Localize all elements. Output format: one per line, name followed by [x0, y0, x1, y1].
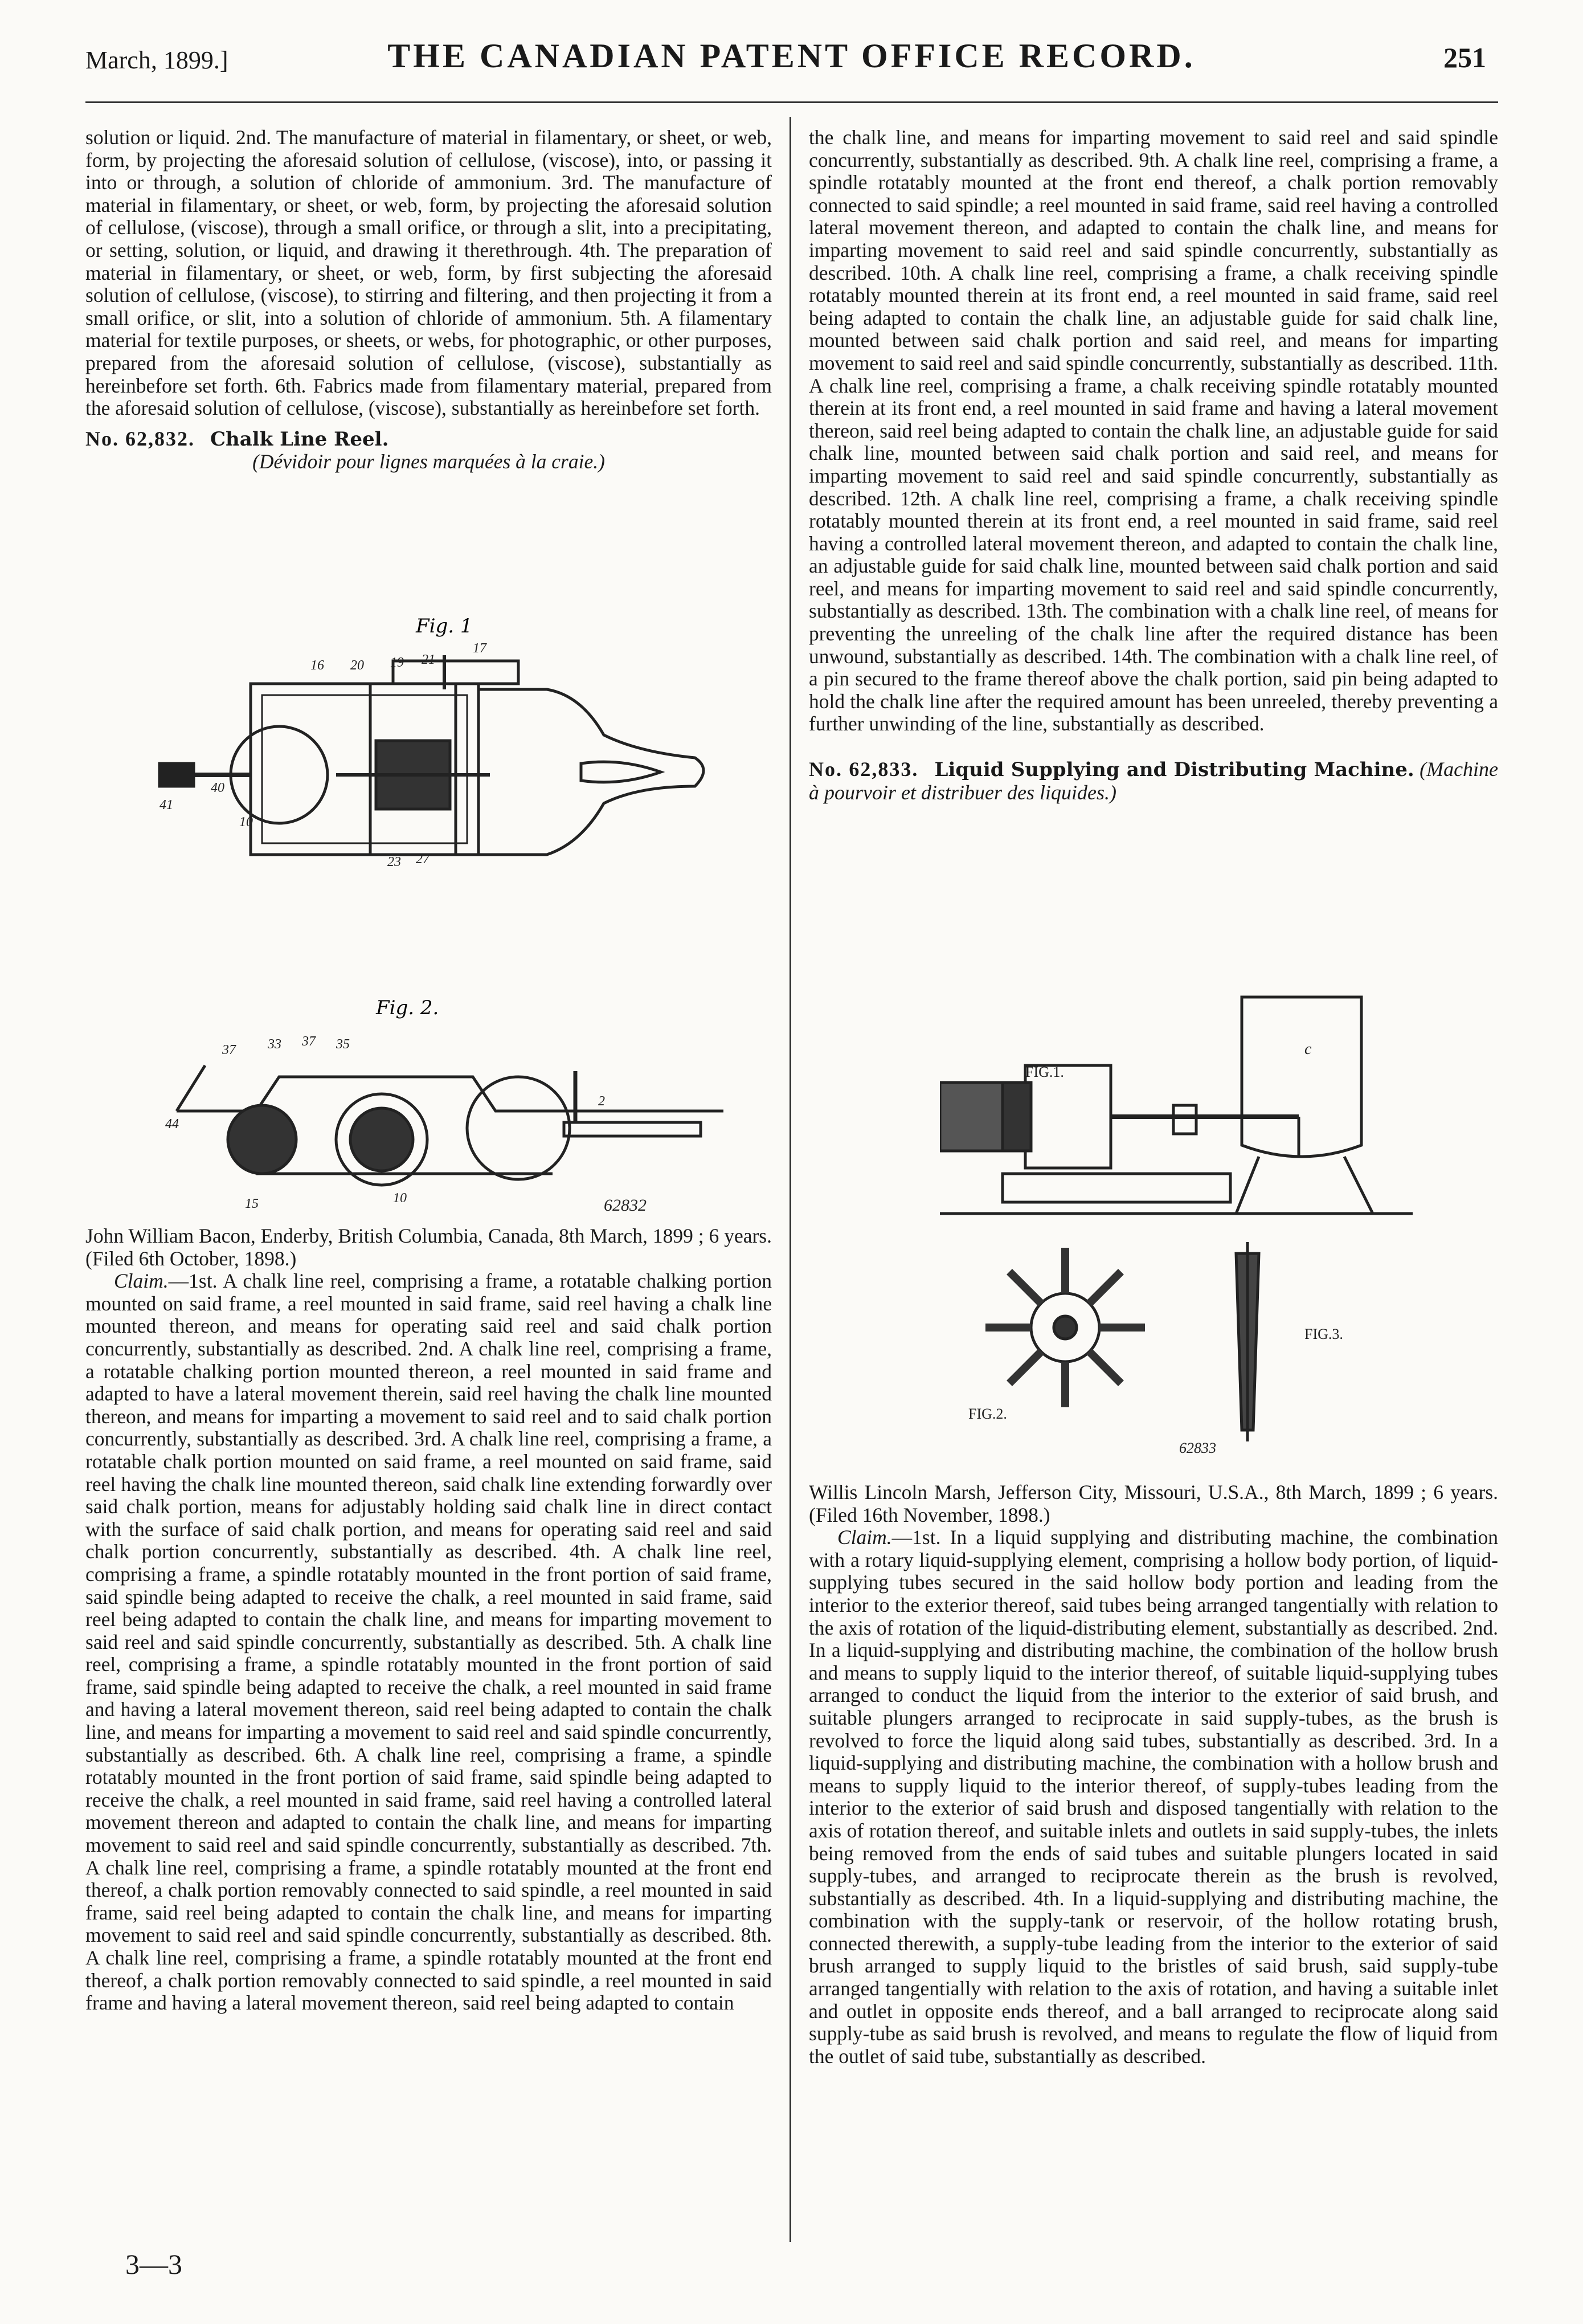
liquid-machine-figures — [940, 986, 1481, 1459]
patent-inventor-62832: John William Bacon, Enderby, British Columbia, Canada, 8th March, 1899 ; 6 years. (Filed 6th October, 1898.) — [85, 1224, 772, 1270]
journal-title: THE CANADIAN PATENT OFFICE RECORD. — [387, 37, 1196, 75]
column-divider — [790, 117, 791, 2242]
chalk-reel-figure-2 — [154, 991, 746, 1219]
right-column-bottom — [809, 1481, 1498, 2068]
fig1-label: FIG.1. — [1025, 1064, 1064, 1080]
svg-text:c: c — [1304, 1040, 1312, 1058]
svg-text:16: 16 — [310, 658, 324, 673]
patent-heading-62833 — [809, 758, 1498, 804]
patent-french-title: (Dévidoir pour lignes marquées à la craie.) — [252, 450, 605, 473]
header-rule — [85, 101, 1498, 103]
patent-number: No. 62,832. — [85, 427, 195, 450]
fig-number-62833: 62833 — [1179, 1440, 1216, 1456]
svg-text:23: 23 — [387, 855, 401, 869]
svg-text:41: 41 — [159, 798, 173, 812]
svg-text:21: 21 — [422, 652, 435, 667]
svg-text:37: 37 — [302, 1034, 316, 1049]
svg-text:10: 10 — [239, 815, 253, 830]
patent-claims-62832: Claim.—1st. A chalk line reel, comprising a frame, a rotatable chalking portion mounted on said frame, a reel mounted in said frame, said reel having a chalk line mounted thereon, and means for operating said reel and said chalk portion concurrently, substantially as described. 2nd. A chalk line reel, comprising a frame, a rotatable chalking portion mounted thereon, a reel mounted in said frame and adapted to have a lateral movement therein, said reel having the chalk line mounted thereon, and means for imparting a movement to said reel and to said chalk portion concurrently, substantially as described. 3rd. A chalk line reel, comprising a frame, a rotatable chalk portion mounted on said frame, a reel mounted on said frame, said reel having the chalk line mounted thereon, said chalk line extending forwardly over said chalk portion, means for adjustably holding said chalk line in direct contact with the surface of said chalk portion, and means for operating said reel and said chalk portion concurrently, substantially as described. 4th. A chalk line reel, comprising a frame, a spindle rotatably mounted in the front portion of said frame, said spindle being adapted to receive the chalk, a reel mounted in said frame, said reel being adapted to contain the chalk line, and means for imparting movement to said reel and said spindle concurrently, substantially as described. 5th. A chalk line reel, comprising a frame, a spindle rotatably mounted in the front portion of said frame, said spindle being adapted to receive the chalk, a reel mounted in said frame and having a lateral movement thereon, said reel being adapted to contain the chalk line, and means for imparting a movement to said reel and said spindle concurrently, substantially as described. 6th. A chalk line reel, comprising a frame, a spindle rotatably mounted in the front portion of said frame, said spindle being adapted to receive the chalk, a reel mounted in said frame, said reel having a controlled lateral movement thereon and adapted to contain the chalk line, and means for imparting movement to said reel and said spindle concurrently, substantially as described. 7th. A chalk line reel, comprising a frame, a spindle rotatably mounted at the front end thereof, a chalk portion removably connected to said spindle, a reel mounted in said frame, said reel being adapted to contain the chalk line, and means for imparting movement to said reel and said spindle concurrently, substantially as described. 8th. A chalk line reel, comprising a frame, a spindle rotatably mounted at the front end thereof, a chalk portion removably connected to said spindle, a reel mounted in said frame and having a lateral movement thereon, said reel being adapted to contain — [85, 1269, 772, 2015]
svg-text:40: 40 — [211, 781, 224, 795]
svg-text:17: 17 — [473, 641, 486, 656]
svg-text:35: 35 — [336, 1037, 350, 1052]
patent-number: No. 62,833. — [809, 758, 919, 781]
patent-claims-62832-continued: the chalk line, and means for imparting movement to said reel and said spindle concurrently, substantially as described. 9th. A chalk line reel, comprising a frame, a spindle rotatably mounted at the front end thereof, a chalk portion removably connected to said spindle; a reel mounted in said frame, said reel having a controlled lateral movement thereon, and adapted to contain the chalk line, and means for imparting movement to said reel and said spindle concurrently, substantially as described. 10th. A chalk line reel, comprising a frame, a chalk receiving spindle rotatably mounted therein at its front end, a reel mounted in said frame, said reel being adapted to contain the chalk line, an adjustable guide for said chalk line, mounted between said chalk portion and said reel, and means for imparting movement to said reel and said spindle concurrently, substantially as described. 11th. A chalk line reel, comprising a frame, a chalk receiving spindle rotatably mounted therein at its front end, a reel mounted in said frame and having a lateral movement thereon, said reel being adapted to contain the chalk line, an adjustable guide for said chalk line, mounted between said chalk portion and said reel, and means for imparting movement to said reel and said spindle concurrently, substantially as described. 12th. A chalk line reel, comprising a frame, a chalk receiving spindle rotatably mounted therein at its front end, a reel mounted in said frame, said reel having a controlled lateral movement thereon, and adapted to contain the chalk line, an adjustable guide for said chalk line, mounted between said chalk portion and said reel, and means for imparting movement to said reel and said spindle concurrently, substantially as described. 13th. The combination with a chalk line reel, of means for preventing the unreeling of the chalk line after the required distance has been unwound, substantially as described. 14th. The combination with a chalk line reel, of a pin secured to the frame thereof above the chalk portion, said pin being adapted to hold the chalk line after the required amount has been unreeled, thereby preventing a further unwinding of the line, substantially as described. — [809, 126, 1498, 736]
left-column-top — [85, 126, 772, 473]
fig2-label: FIG.2. — [968, 1406, 1007, 1422]
chalk-reel-figure-1 — [148, 604, 741, 877]
svg-text:33: 33 — [268, 1037, 281, 1052]
svg-text:20: 20 — [350, 658, 364, 673]
svg-text:44: 44 — [165, 1117, 179, 1132]
fig1-label: Fig. 1 — [416, 615, 473, 638]
page-number: 251 — [1443, 42, 1486, 73]
svg-text:2: 2 — [598, 1094, 605, 1109]
header-date: March, 1899.] — [85, 46, 228, 74]
svg-text:37: 37 — [222, 1043, 236, 1057]
patent-inventor-62833: Willis Lincoln Marsh, Jefferson City, Missouri, U.S.A., 8th March, 1899 ; 6 years. (Filed 16th November, 1898.) — [809, 1481, 1498, 1526]
patent-title: Liquid Supplying and Distributing Machine. — [934, 758, 1414, 782]
signature-mark: 3—3 — [125, 2248, 182, 2280]
patent-french-title: (Machine à pourvoir et distribuer des liquides.) — [809, 758, 1499, 804]
fig2-label: Fig. 2. — [376, 996, 439, 1019]
patent-heading-62832 — [85, 428, 772, 451]
svg-text:27: 27 — [416, 852, 430, 867]
fig-number-62832: 62832 — [604, 1196, 647, 1215]
svg-text:19: 19 — [390, 655, 404, 670]
fig3-label: FIG.3. — [1304, 1326, 1343, 1342]
left-column-bottom — [85, 1225, 772, 2015]
svg-text:15: 15 — [245, 1196, 259, 1211]
patent-title: Chalk Line Reel. — [210, 427, 389, 451]
previous-patent-claims: solution or liquid. 2nd. The manufacture of material in filamentary, or sheet, or web, form, by projecting the aforesaid solution of cellulose, (viscose), into, or passing it into or through, a solution of chloride of ammonium. 3rd. The manufacture of material in filamentary, or sheet, or web, form, by projecting the aforesaid solution of cellulose, (viscose), through a small orifice, or through a slit, into a precipitating, or setting, solution, or liquid, and drawing it therethrough. 4th. The preparation of material in filamentary, or sheet, or web, form, by first subjecting the aforesaid solution of cellulose, (viscose), to stirring and filtering, and then projecting it from a small orifice, or slit, into a solution of chloride of ammonium. 5th. A filamentary material for textile purposes, or sheets, or webs, for photographic, or other purposes, prepared from the aforesaid solution of cellulose, (viscose), substantially as hereinbefore set forth. 6th. Fabrics made from filamentary material, prepared from the aforesaid solution of cellulose, (viscose), substantially as hereinbefore set forth. — [85, 126, 772, 420]
patent-claims-62833: Claim.—1st. In a liquid supplying and distributing machine, the combination with a rotary liquid-supplying element, comprising a hollow body portion, of liquid-supplying tubes secured in the said hollow body portion and leading from the interior to the exterior thereof, said tubes being arranged tangentially with relation to the axis of rotation of the liquid-distributing element, substantially as described. 2nd. In a liquid-supplying and distributing machine, the combination of the hollow brush and means to supply liquid to the interior thereof, of suitable liquid-supplying tubes arranged to conduct the liquid from the interior to the exterior of said brush, and suitable plungers arranged to reciprocate in said supply-tubes, as the brush is revolved to force the liquid along said tubes, substantially as described. 3rd. In a liquid-supplying and distributing machine, the combination with a hollow brush and means to supply liquid to the interior thereof, of supply-tubes leading from the interior to the exterior of said brush and disposed tangentially with relation to the axis of rotation thereof, and suitable inlets and outlets in said supply-tubes, the inlets being removed from the ends of said tubes and suitable plungers located in said supply-tubes, and arranged to reciprocate therein as the brush is revolved, substantially as described. 4th. In a liquid-supplying and distributing machine, the combination with the supply-tank or reservoir, of the hollow rotating brush, connected therewith, a supply-tube leading from the interior to the exterior of said brush arranged to supply liquid to the bristles of said brush, said supply-tube arranged tangentially with relation to the axis of rotation, and having a suitable inlet and outlet in opposite ends thereof, and a ball arranged to reciprocate along said supply-tube as said brush is revolved, and means to regulate the flow of liquid from the outlet of said tube, substantially as described. — [809, 1526, 1498, 2068]
right-column-top — [809, 126, 1498, 804]
svg-text:10: 10 — [393, 1191, 407, 1206]
